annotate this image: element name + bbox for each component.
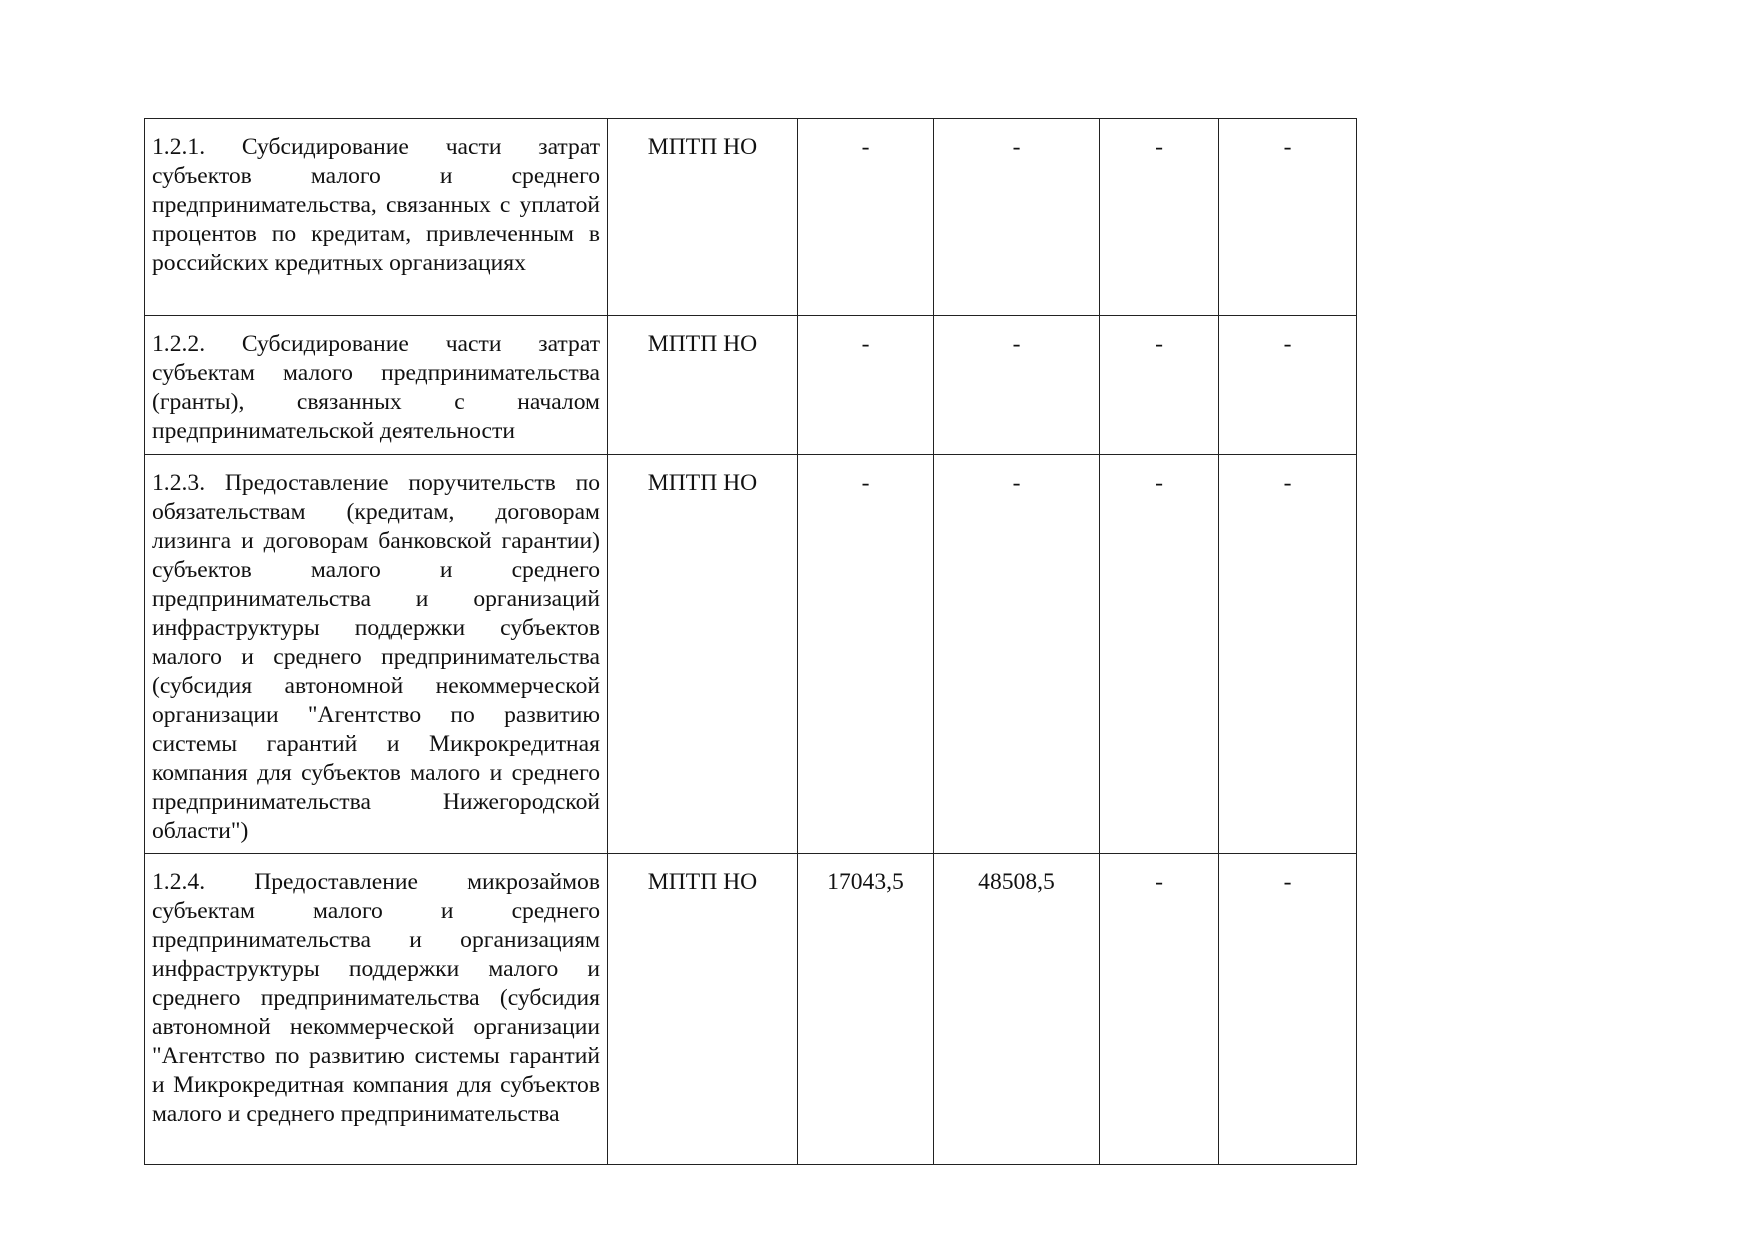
program-measures-table (144, 118, 1357, 1165)
measure-description: 1.2.3. Предоставление поручительств по обязательствам (кредитам, договорам лизинга и договорам банковской гарантии) субъектов малого и среднего предпринимательства и организаций инфраструктуры поддержки субъектов малого и среднего предпринимательства (субсидия автономной некоммерческой организации "Агентство по развитию системы гарантий и Микрокредитная компания для субъектов малого и среднего предпринимательства Нижегородской области") (145, 455, 608, 854)
value-cell-1: 17043,5 (798, 854, 934, 1165)
measure-description-cell (145, 854, 608, 1165)
value-cell-3: - (1100, 316, 1219, 455)
measure-description: 1.2.1. Субсидирование части затрат субъектов малого и среднего предпринимательства, связанных с уплатой процентов по кредитам, привлеченным в российских кредитных организациях (145, 119, 608, 316)
value-cell-1: - (798, 316, 934, 455)
executor-cell: МПТП НО (608, 316, 798, 455)
table-row (145, 854, 1357, 1165)
value-cell-1: - (798, 119, 934, 316)
table-row (145, 316, 1357, 455)
value-cell-4: - (1219, 316, 1357, 455)
value-cell-4: - (1219, 455, 1357, 854)
value-cell-3: - (1100, 854, 1219, 1165)
executor-cell: МПТП НО (608, 854, 798, 1165)
value-cell-2: 48508,5 (934, 854, 1100, 1165)
value-cell-1: - (798, 455, 934, 854)
executor-cell: МПТП НО (608, 119, 798, 316)
value-cell-4: - (1219, 119, 1357, 316)
table-row (145, 455, 1357, 854)
value-cell-2: - (934, 119, 1100, 316)
value-cell-2: - (934, 455, 1100, 854)
measure-description: 1.2.2. Субсидирование части затрат субъектам малого предпринимательства (гранты), связанных с началом предпринимательской деятельности (145, 316, 608, 455)
measure-description: 1.2.4. Предоставление микрозаймов субъектам малого и среднего предпринимательства и организациям инфраструктуры поддержки малого и среднего предпринимательства (субсидия автономной некоммерческой организации "Агентство по развитию системы гарантий и Микрокредитная компания для субъектов малого и среднего предпринимательства (152, 869, 600, 1127)
value-cell-3: - (1100, 119, 1219, 316)
table-row (145, 119, 1357, 316)
value-cell-2: - (934, 316, 1100, 455)
value-cell-4: - (1219, 854, 1357, 1165)
value-cell-3: - (1100, 455, 1219, 854)
executor-cell: МПТП НО (608, 455, 798, 854)
